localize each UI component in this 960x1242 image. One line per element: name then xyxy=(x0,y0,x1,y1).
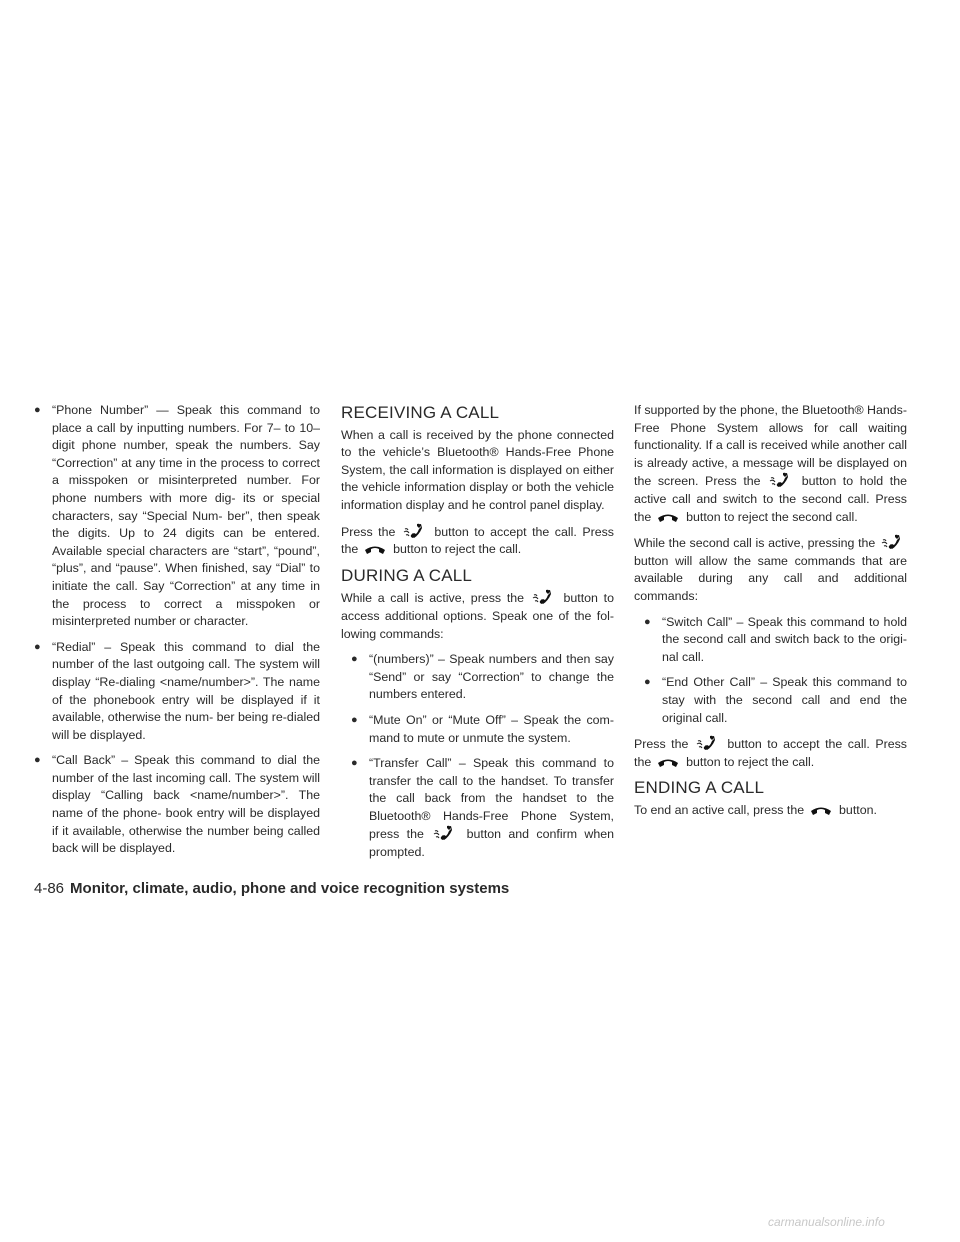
bullet-icon xyxy=(644,614,651,632)
bullet-icon xyxy=(34,402,41,420)
column-3 xyxy=(634,402,907,827)
phone-hangup-icon xyxy=(364,544,386,556)
bullet-icon xyxy=(351,712,358,730)
phone-talk-icon xyxy=(881,534,903,550)
list-item: ● “Redial” – Speak this command to dial the number of the last outgoing call. The system will display “Re-dialing <name/number>”. The name of the phonebook entry will be displayed if it available, otherwise the num- ber being re-dialed will be displayed. xyxy=(34,639,320,745)
watermark: carmanualsonline.info xyxy=(768,1215,885,1229)
list-item: ● “End Other Call” – Speak this command to stay with the second call and end the original call. xyxy=(644,674,907,727)
phone-talk-icon xyxy=(403,523,425,539)
section-heading-receiving: RECEIVING A CALL xyxy=(341,403,500,422)
column-2 xyxy=(341,402,614,870)
list-item: ● “Call Back” – Speak this command to dial the number of the last incoming call. The system will display “Calling back <name/number>”. The name of the phone- book entry will be displayed if it available, otherwise the number being called back will be displayed. xyxy=(34,752,320,858)
phone-hangup-icon xyxy=(657,757,679,769)
page-number: 4-86 xyxy=(34,880,65,897)
column-1 xyxy=(34,402,320,866)
phone-talk-icon xyxy=(696,735,718,751)
list-item: ● “Phone Number” — Speak this command to place a call by inputting numbers. For 7– to 10–digit phone number, speak the numbers. Say “Correction” at any time in the process to correct a misspoken or misinterpreted number. For phone numbers with more dig- its or special characters, say “Special Num- ber”, then speak the digits. Up to 24 digits can be entered. Available special characters are “start”, “pound”, “plus”, and “pause”. When finished, say “Dial” to initiate the call. Say “Correction” at any time in the process to correct a misspoken or misinterpreted number or character. xyxy=(34,402,320,631)
bullet-icon xyxy=(351,755,358,773)
bullet-icon xyxy=(34,639,41,657)
section-title: Monitor, climate, audio, phone and voice recognition systems xyxy=(70,880,510,897)
receiving-paragraph: When a call is received by the phone connected to the vehicle’s Bluetooth® Hands-Free Phone System, the call information is displayed on either the vehicle information display or both the vehicle information display and he control panel display. xyxy=(341,427,614,512)
phone-talk-icon xyxy=(433,825,455,841)
receiving-press-paragraph: Press the button to accept the call. Press the button to reject the call. xyxy=(341,524,614,557)
list-item: ● “(numbers)” – Speak numbers and then say “Send” or say “Correction” to change the numbers entered. xyxy=(351,651,614,704)
list-item: ● “Transfer Call” – Speak this command to transfer the call to the handset. To transfer the call back from the handset to the Bluetooth® Hands-Free Phone System, press the button and confirm when prompted. xyxy=(351,755,614,862)
during-intro-paragraph: While a call is active, press the button to access additional options. Speak one of the fol- lowing commands: xyxy=(341,591,614,641)
ending-paragraph: To end an active call, press the button. xyxy=(634,802,877,817)
phone-talk-icon xyxy=(769,472,791,488)
list-item: ● “Switch Call” – Speak this command to hold the second call and switch back to the origi- nal call. xyxy=(644,614,907,667)
section-heading-during: DURING A CALL xyxy=(341,565,473,585)
section-heading-ending: ENDING A CALL xyxy=(634,778,765,798)
phone-hangup-icon xyxy=(657,512,679,524)
bullet-icon xyxy=(644,674,651,692)
page-footer xyxy=(34,880,509,897)
call-waiting-paragraph: If supported by the phone, the Bluetooth® Hands-Free Phone System allows for call waiting functionality. If a call is received while another call is already active, a message will be displayed on the screen. Press the button to hold the active call and switch to the second call. Press the button to reject the second call. xyxy=(634,403,907,524)
bullet-icon xyxy=(351,651,358,669)
list-item: ● “Mute On” or “Mute Off” – Speak the com- mand to mute or unmute the system. xyxy=(351,712,614,747)
second-call-paragraph: While the second call is active, pressing the button will allow the same commands that are available during any call and additional commands: xyxy=(634,536,907,603)
phone-talk-icon xyxy=(532,589,554,605)
second-call-press-paragraph: Press the button to accept the call. Press the button to reject the call. xyxy=(634,737,907,769)
bullet-icon xyxy=(34,752,41,770)
phone-hangup-icon xyxy=(810,805,832,817)
